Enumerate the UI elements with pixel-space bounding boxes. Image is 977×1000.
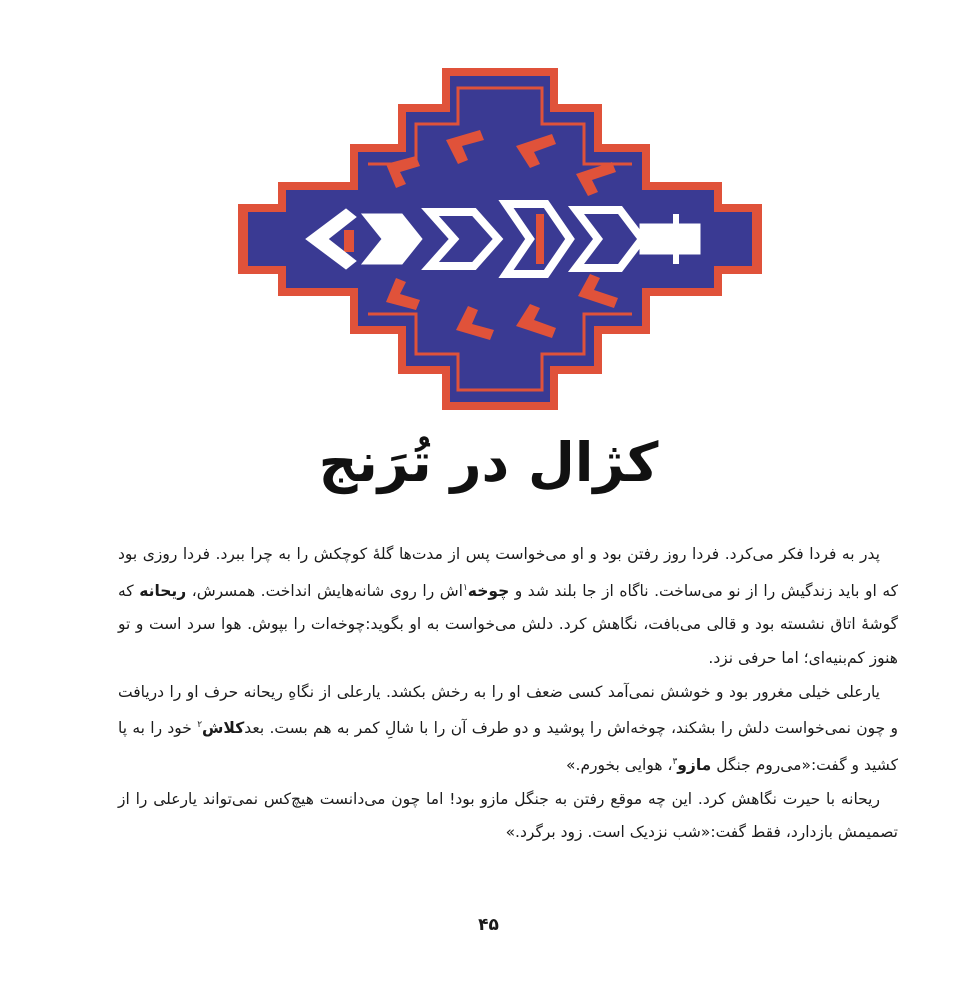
term-mazu: مازو bbox=[677, 756, 712, 775]
page-title: کژال در تُرَنج bbox=[318, 431, 659, 494]
story-text bbox=[118, 538, 898, 850]
paragraph: ریحانه با حیرت نگاهش کرد. این چه موقع رفتن به جنگل مازو بود! اما چون می‌دانست هیچ‌کس نمی‌تواند یارعلی را از تصمیمش بازدارد، فقط گفت:«شب نزدیک است. زود برگرد.» bbox=[118, 789, 898, 842]
name-reyhaneh: ریحانه bbox=[139, 581, 187, 600]
kilim-motif-icon bbox=[236, 64, 764, 414]
footnote-marker: ۲ bbox=[197, 720, 203, 731]
page-number: ۴۵ bbox=[478, 915, 499, 935]
footnote-marker: ۳ bbox=[672, 756, 678, 767]
footnote-marker: ۱ bbox=[462, 582, 468, 593]
paragraph: پدر به فردا فکر می‌کرد. فردا روز رفتن بود و او می‌خواست پس از مدت‌ها گلهٔ کوچکش را به چرا ببرد. فردا روزی بود که او باید زندگیش را از نو می‌ساخت. ناگاه از جا بلند شد و چوخه$^۱$اش را روی شانه‌هایش انداخت. همسرش، ریحانه که گوشهٔ اتاق نشسته بود و قالی می‌بافت، نگاهش کرد. دلش می‌خواست به او بگوید:چوخه‌ات را بپوش. هوا سرد است و تو هنوز کم‌بنیه‌ای؛ اما حرفی نزد. bbox=[118, 545, 899, 667]
term-chukha: چوخه bbox=[467, 581, 510, 600]
term-kalash: کلاش bbox=[202, 719, 245, 738]
paragraph: یارعلی خیلی مغرور بود و خوشش نمی‌آمد کسی ضعف او را به رخش بکشد. یارعلی از نگاهِ ریحانه حرف او را دریافت و چون نمی‌خواست دلش را بشکند، چوخه‌اش را پوشید و دو طرف آن را با شالِ کمر به هم بست. بعدکلاش$^۲$ خود را به پا کشید و گفت:«می‌روم جنگل مازو$^۳$، هوایی بخورم.» bbox=[118, 682, 898, 775]
